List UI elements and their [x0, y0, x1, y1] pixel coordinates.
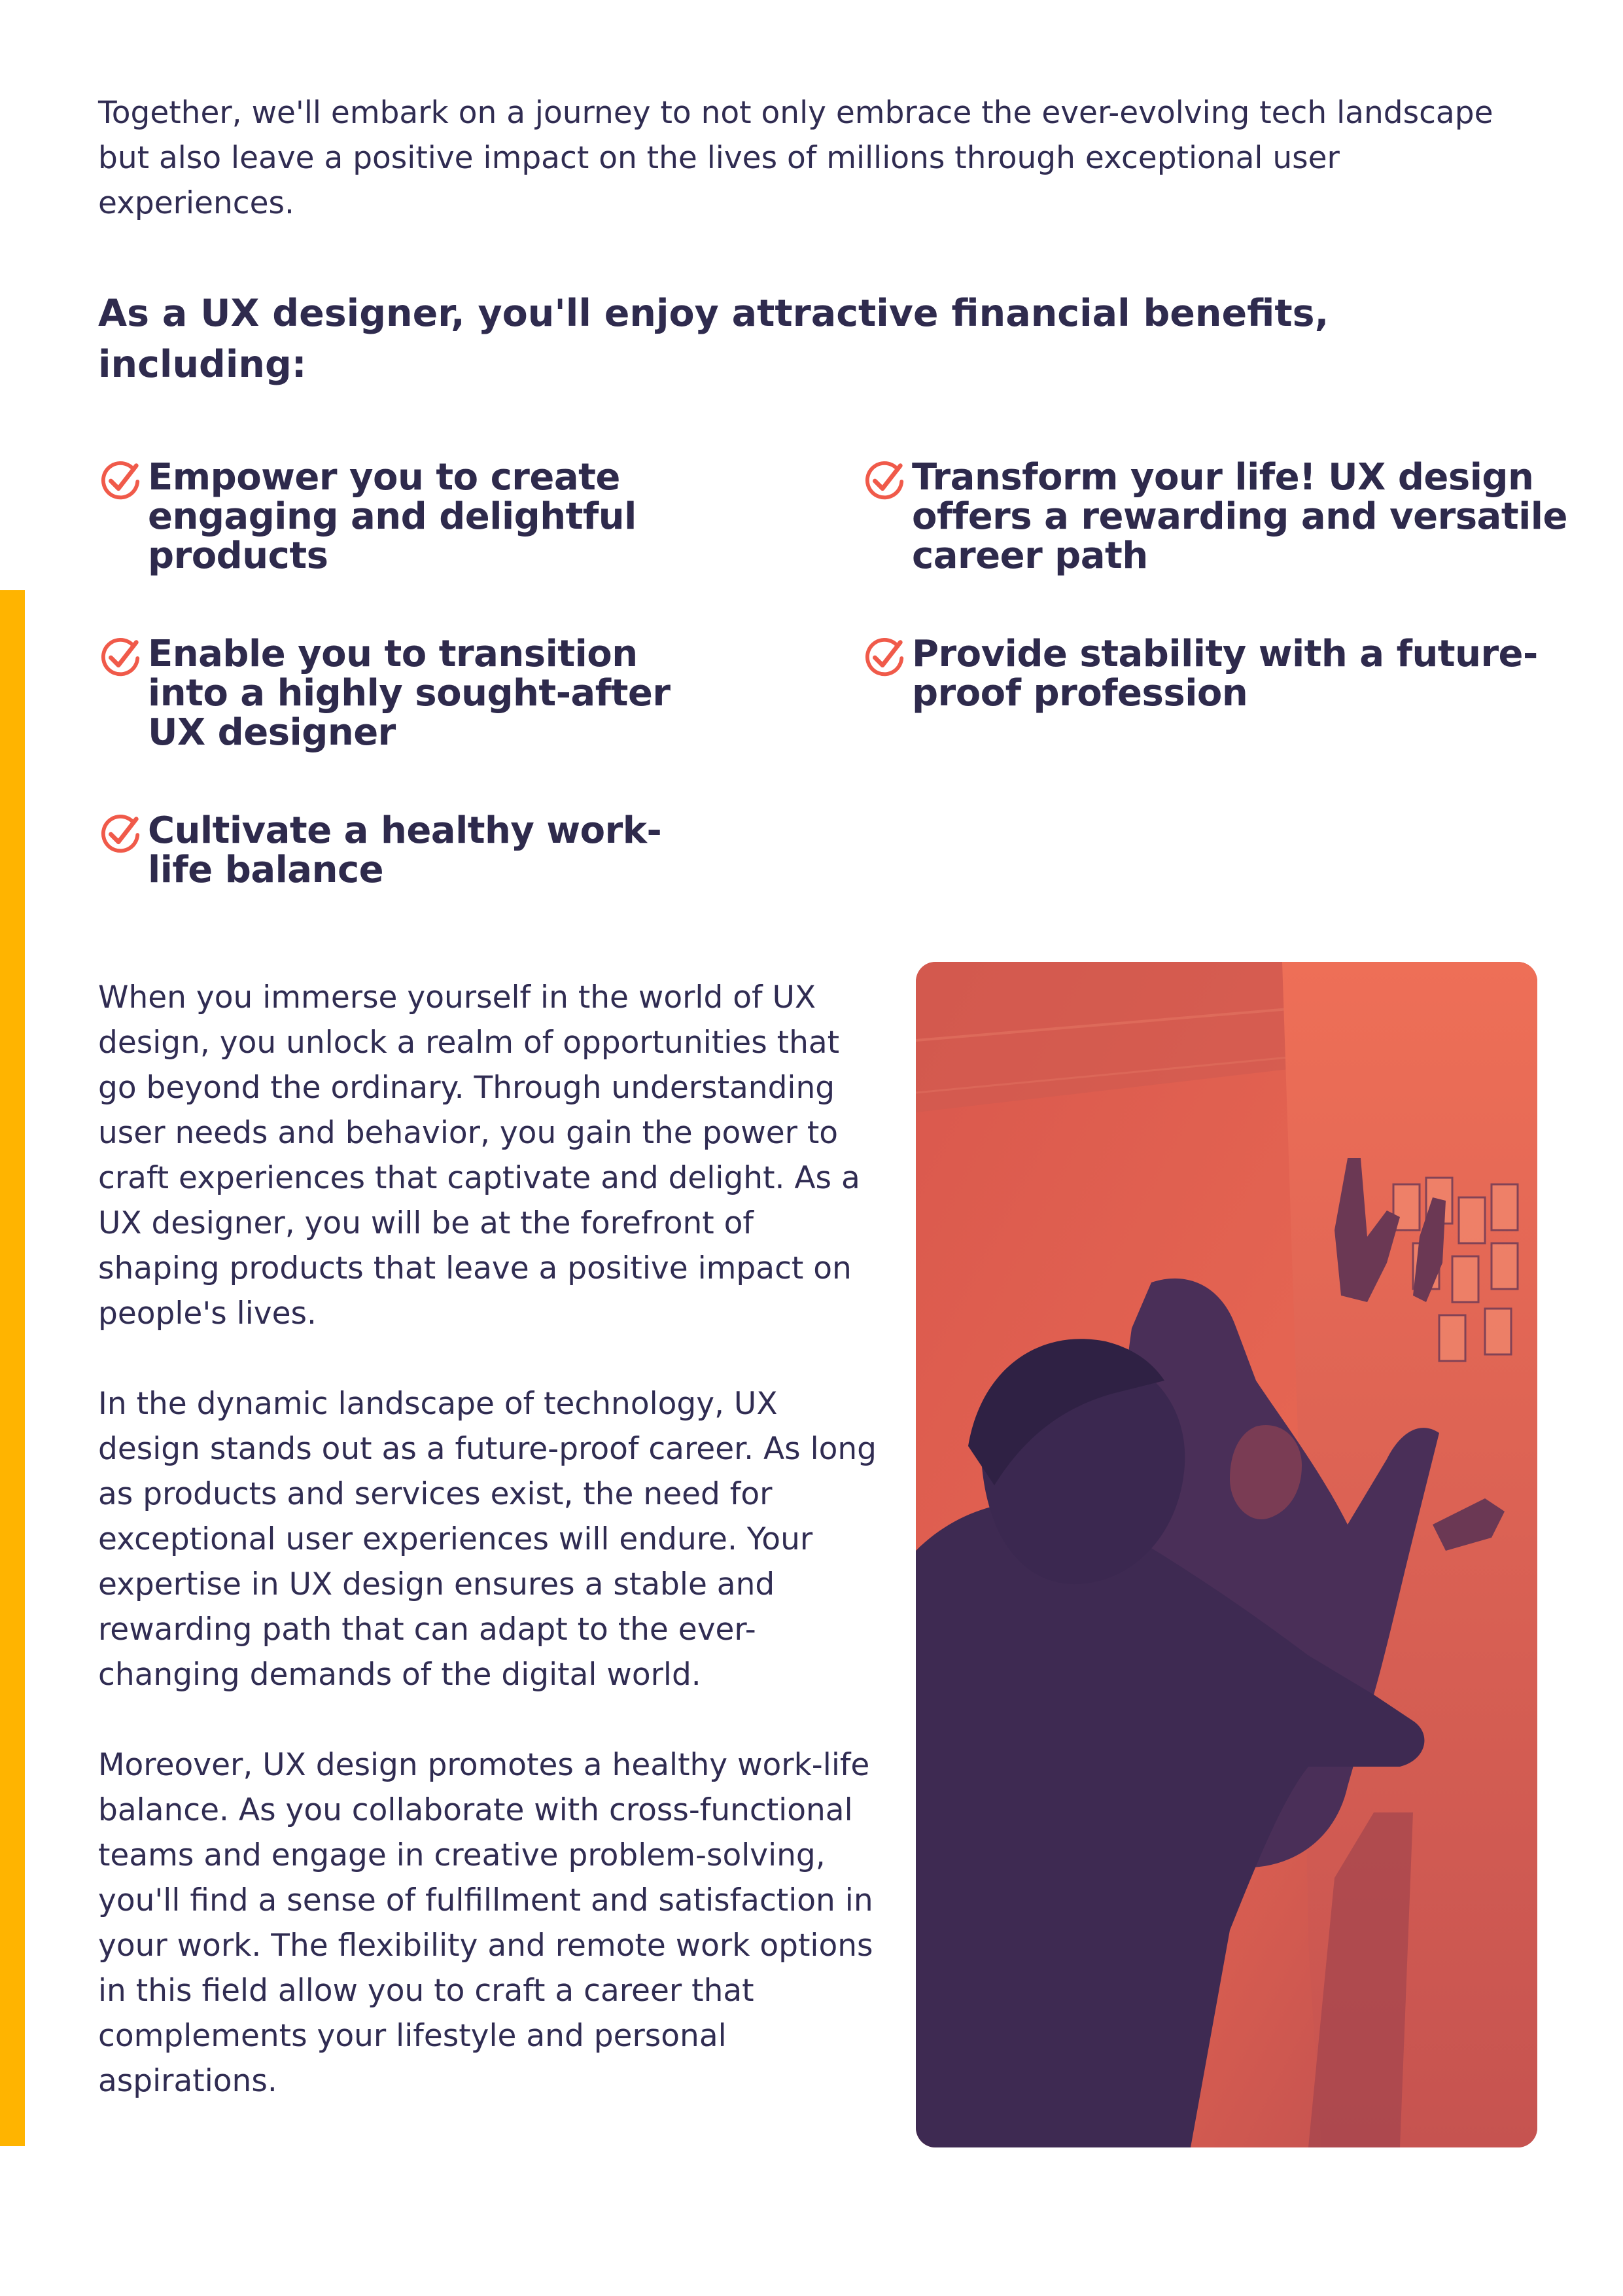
benefit-item: [862, 635, 1582, 713]
benefit-item: [98, 811, 687, 890]
check-circle-icon: [862, 459, 907, 504]
body-paragraph: When you immerse yourself in the world of UX design, you unlock a realm of opportunities that go beyond the ordinary. Through understanding user needs and behavior, you gain the power to craft experiences that captivate and delight. As a UX designer, you will be at the forefront of shaping products that leave a positive impact on people's lives.: [98, 980, 860, 1332]
check-circle-icon: [862, 636, 907, 680]
benefit-text: Empower you to create engaging and delightful products: [148, 456, 637, 577]
benefit-item: [862, 458, 1582, 576]
check-circle-icon: [98, 459, 143, 504]
benefit-text: Transform your life! UX design offers a rewarding and versatile career path: [912, 456, 1567, 577]
benefits-heading: As a UX designer, you'll enjoy attractive financial benefits, including:: [98, 292, 1329, 386]
check-circle-icon: [98, 813, 143, 857]
body-paragraph: Moreover, UX design promotes a healthy work-life balance. As you collaborate with cross-functional teams and engage in creative problem-solving, you'll find a sense of fulfillment and satisfaction in your work. The flexibility and remote work options in this field allow you to craft a career that complements your lifestyle and personal aspirations.: [98, 1747, 873, 2099]
benefit-text: Enable you to transition into a highly sought-after UX designer: [148, 633, 671, 754]
benefit-item: [98, 458, 687, 576]
body-paragraph: In the dynamic landscape of technology, UX design stands out as a future-proof career. As long as products and services exist, the need for exceptional user experiences will endure. Your expertise in UX design ensures a stable and rewarding path that can adapt to the ever-changing demands of the digital world.: [98, 1386, 877, 1693]
duotone-photo-illustration: [916, 962, 1537, 2147]
check-circle-icon: [98, 636, 143, 680]
benefit-item: [98, 635, 687, 752]
accent-bar: [0, 590, 25, 2146]
benefit-text: Cultivate a healthy work-life balance: [148, 809, 662, 891]
body-text-column: [98, 975, 877, 2149]
team-photo: [916, 962, 1537, 2147]
benefit-text: Provide stability with a future-proof profession: [912, 633, 1538, 715]
intro-paragraph: Together, we'll embark on a journey to not only embrace the ever-evolving tech landscape but also leave a positive impact on the lives of millions through exceptional user experiences.: [98, 95, 1493, 221]
